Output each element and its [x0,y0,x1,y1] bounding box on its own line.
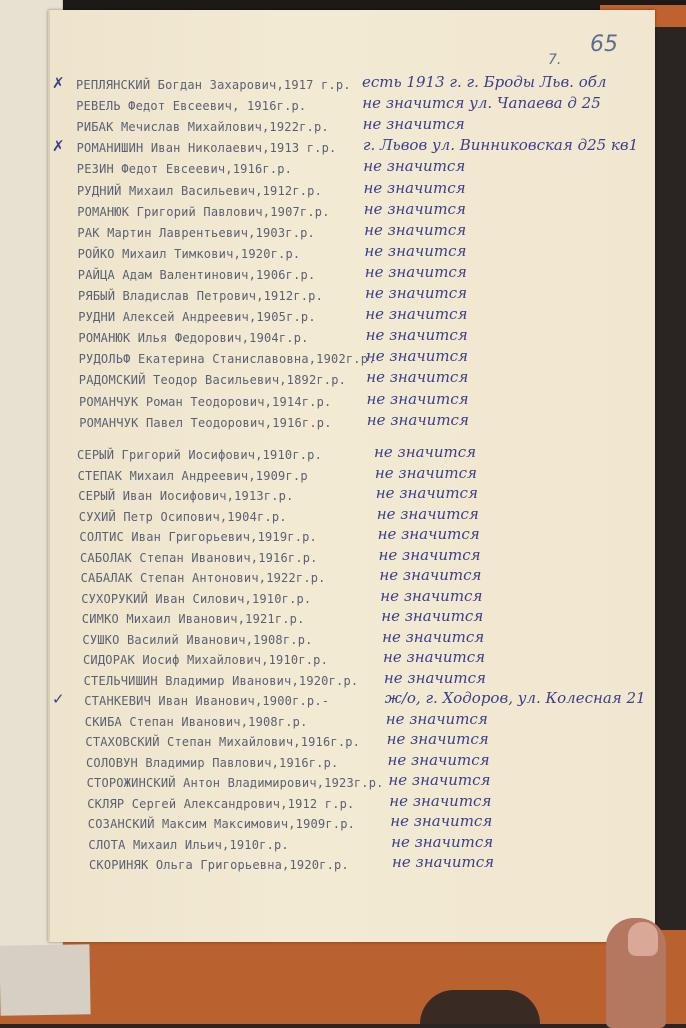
page-number-large: 65 [590,32,618,57]
person-entry: РЕЗИН Федот Евсеевич,1916г.р. [76,162,293,177]
handwritten-note: не значится [392,853,495,871]
handwritten-note: ж/о, г. Ходоров, ул. Колесная 21 [384,689,646,707]
list-row [50,545,655,569]
list-row [50,463,655,487]
handwritten-note: не значится [380,586,483,605]
person-entry: РАЙЦА Адам Валентинович,1906г.р. [77,267,316,282]
person-entry: СИМКО Михаил Иванович,1921г.р. [81,612,305,626]
handwritten-note: не значится [388,771,491,789]
person-entry: РУДНИЙ Михаил Васильевич,1912г.р. [77,183,323,198]
list-row [50,689,655,712]
handwritten-note: не значится [377,525,480,543]
underlying-sheet-corner [0,944,91,1016]
handwritten-note: не значится [391,832,494,851]
handwritten-note: не значится [379,566,482,584]
list-row [50,525,655,548]
handwritten-note: не значится [366,389,469,408]
handwritten-note: не значится [374,443,477,461]
person-entry: СТЕЛЬЧИШИН Владимир Иванович,1920г.р. [83,673,359,688]
handwritten-note: не значится [366,368,469,387]
person-entry: СКЛЯР Сергей Александрович,1912 г.р. [87,796,355,811]
handwritten-note: не значится [363,157,466,176]
handwritten-note: не значится [365,284,468,302]
handwritten-note: есть 1913 г. г. Броды Льв. обл [362,73,607,91]
handwritten-note: не значится [366,410,469,429]
person-entry: РИБАК Мечислав Михайлович,1922г.р. [76,120,329,135]
list-row [50,627,655,651]
person-entry: СТАНКЕВИЧ Иван Иванович,1900г.р.- [84,694,330,708]
person-entry: СИДОРАК Иосиф Михайлович,1910г.р. [83,653,329,667]
person-entry: РЯБЫЙ Владислав Петрович,1912г.р. [78,289,324,303]
list-row [50,220,655,244]
person-entry: СЕРЫЙ Григорий Иосифович,1910г.р. [77,448,323,462]
handwritten-note: не значится ул. Чапаева д 25 [362,94,601,113]
document-page [48,10,655,942]
list-row [50,607,655,630]
person-entry: СЛОТА Михаил Ильич,1910г.р. [88,837,289,852]
list-row [50,853,655,876]
person-entry: САБАЛАК Степан Антонович,1922г.р. [80,571,326,585]
table-surface [0,930,686,1024]
list-row [50,262,655,286]
list-row [50,368,655,391]
list-row [50,241,655,265]
person-entry: СОЛОВУН Владимир Павлович,1916г.р. [86,755,339,770]
list-row [50,284,655,307]
person-entry: РЕПЛЯНСКИЙ Богдан Захарович,1917 г.р. [76,78,351,92]
handwritten-note: не значится [375,484,478,502]
person-entry: СУШКО Василий Иванович,1908г.р. [82,632,313,647]
person-entry: РАК Мартин Лаврентьевич,1903г.р. [77,225,315,240]
person-entry: СКИБА Степан Иванович,1908г.р. [84,714,308,729]
list-row [50,566,655,589]
person-entry: СТОРОЖИНСКИЙ Антон Владимирович,1923г.р. [86,776,384,790]
person-entry: РАДОМСКИЙ Теодор Васильевич,1892г.р. [78,373,347,388]
check-mark: ✗ [52,74,65,92]
person-entry: СОЗАНСКИЙ Максим Максимович,1909г.р. [87,817,356,831]
handwritten-note: не значится [390,812,493,830]
list-row [50,771,655,794]
list-row [50,504,655,528]
handwritten-note: не значится [383,648,486,666]
list-row [50,443,655,466]
person-entry: РОМАНЮК Григорий Павлович,1907г.р. [77,204,330,219]
thumbnail-nail [628,922,658,956]
person-entry: РУДНИ Алексей Андреевич,1905г.р. [78,310,316,325]
list-row [50,136,655,159]
person-entry: СУХИЙ Петр Осипович,1904г.р. [78,509,287,524]
handwritten-note: г. Львов ул. Винниковская д25 кв1 [362,136,639,155]
list-row [50,484,655,507]
list-row [50,73,655,96]
list-row [50,389,655,413]
person-entry: СУХОРУКИЙ Иван Силович,1910г.р. [81,591,312,606]
check-mark: ✗ [52,137,65,156]
person-entry: РОМАНЧУК Павел Теодорович,1916г.р. [79,415,332,430]
person-entry: РУДОЛЬФ Екатерина Станиславовна,1902г.р. [78,352,376,367]
person-entry: РОЙКО Михаил Тимкович,1920г.р. [77,246,301,261]
person-entry: СЕРЫЙ Иван Иосифович,1913г.р. [78,489,294,503]
list-row [50,326,655,349]
list-row [50,199,655,223]
handwritten-note: не значится [365,326,468,345]
list-row [50,832,655,856]
handwritten-note: не значится [389,791,492,810]
handwritten-note: не значится [385,709,488,728]
list-row [50,586,655,610]
person-entry: СОЛТИС Иван Григорьевич,1919г.р. [79,530,317,544]
handwritten-note: не значится [378,545,481,564]
handwritten-note: не значится [382,627,485,646]
list-row [50,94,655,117]
list-row [50,750,655,774]
handwritten-note: не значится [387,750,490,769]
page-number-small: 7. [548,52,562,68]
handwritten-note: не значится [386,730,489,748]
list-row [50,709,655,733]
handwritten-note: не значится [363,178,466,197]
person-entry: РОМАНИШИН Иван Николаевич,1913 г.р. [76,141,337,156]
list-row [50,410,655,434]
handwritten-note: не значится [383,668,486,687]
check-mark: ✓ [52,690,65,708]
handwritten-note: не значится [363,199,466,218]
list-row [50,157,655,180]
list-row [50,347,655,370]
handwritten-note: не значится [376,504,479,523]
handwritten-note: не значится [364,220,467,239]
handwritten-note: не значится [362,115,465,134]
person-entry: СТЕПАК Михаил Андреевич,1909г.р [77,468,308,483]
person-entry: РОМАНЧУК Роман Теодорович,1914г.р. [79,394,332,409]
list-row [50,115,655,138]
handwritten-note: не значится [365,305,468,324]
person-entry: СТАХОВСКИЙ Степан Михайлович,1916г.р. [85,735,361,749]
list-row [50,730,655,753]
handwritten-note: не значится [374,463,477,482]
person-entry: СКОРИНЯК Ольга Григорьевна,1920г.р. [89,858,349,872]
handwritten-note: не значится [381,607,484,625]
list-row [50,648,655,671]
handwritten-note: не значится [364,262,467,281]
handwritten-note: не значится [364,241,467,260]
person-entry: РОМАНЮК Илья Федорович,1904г.р. [78,331,309,346]
list-row [50,178,655,202]
list-row [50,812,655,835]
list-row [50,305,655,328]
handwritten-note: не значится [365,347,468,366]
list-row [50,791,655,815]
person-entry: САБОЛАК Степан Иванович,1916г.р. [80,550,318,565]
person-entry: РЕВЕЛЬ Федот Евсеевич, 1916г.р. [76,99,307,114]
table-shadow [420,990,540,1024]
